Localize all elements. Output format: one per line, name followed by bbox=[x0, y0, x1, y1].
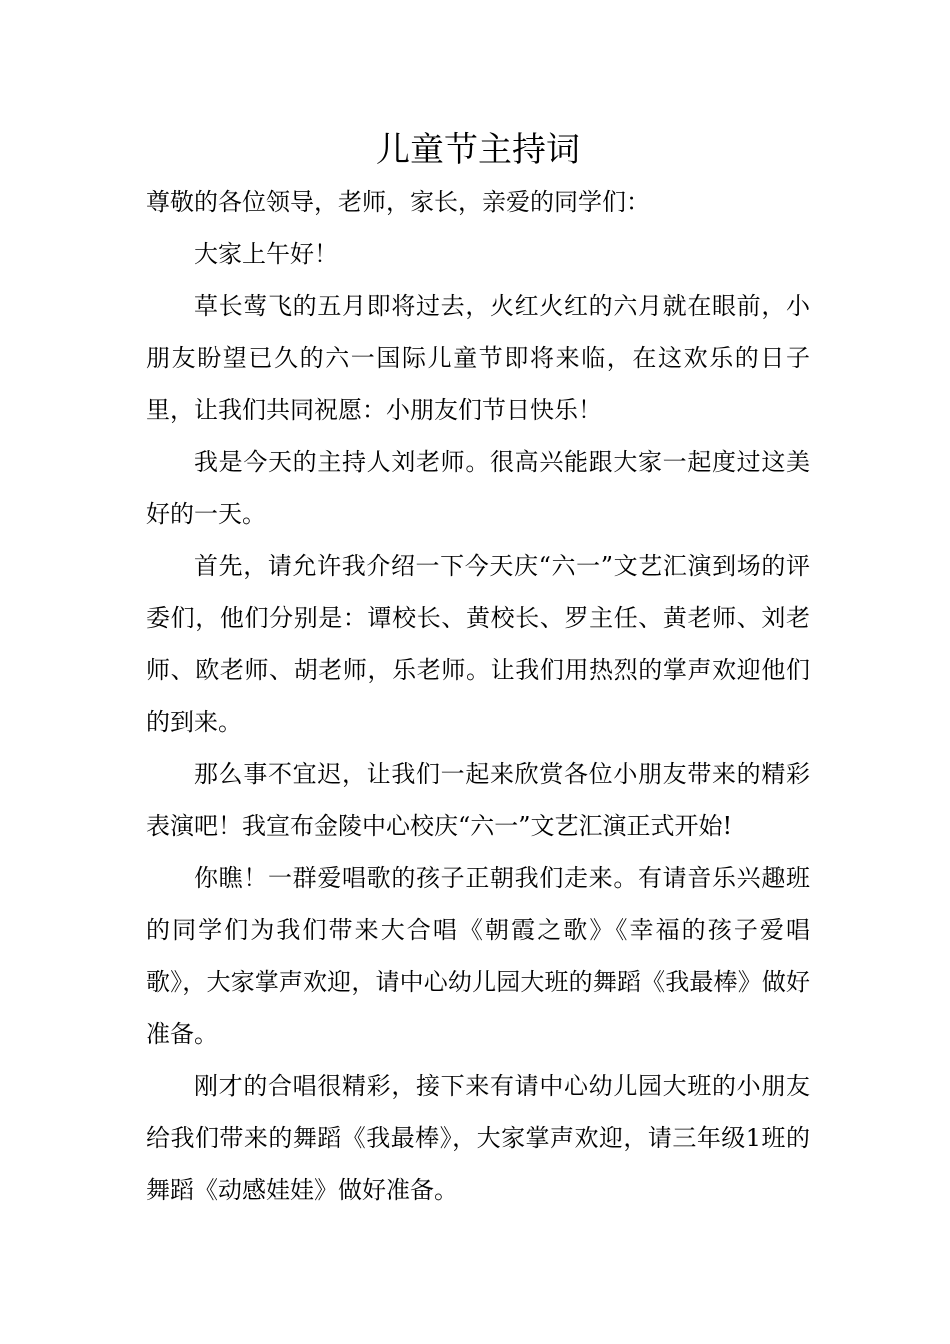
paragraph-start: 那么事不宜迟，让我们一起来欣赏各位小朋友带来的精彩表演吧！我宣布金陵中心校庆“六一”文艺汇演正式开始! bbox=[146, 760, 810, 840]
paragraph-greeting: 大家上午好！ bbox=[194, 240, 338, 268]
salutation: 尊敬的各位领导，老师，家长，亲爱的同学们： bbox=[146, 188, 650, 216]
document-title: 儿童节主持词 bbox=[376, 130, 580, 170]
paragraph-opening: 草长莺飞的五月即将过去，火红火红的六月就在眼前，小朋友盼望已久的六一国际儿童节即将来临，在这欢乐的日子里，让我们共同祝愿：小朋友们节日快乐！ bbox=[146, 292, 810, 424]
paragraph-host-intro: 我是今天的主持人刘老师。很高兴能跟大家一起度过这美好的一天。 bbox=[146, 448, 810, 528]
document-page bbox=[146, 128, 810, 1216]
paragraph-chorus: 你瞧！一群爱唱歌的孩子正朝我们走来。有请音乐兴趣班的同学们为我们带来大合唱《朝霞之歌》《幸福的孩子爱唱歌》，大家掌声欢迎，请中心幼儿园大班的舞蹈《我最棒》做好准备。 bbox=[146, 864, 810, 1048]
paragraph-judges: 首先，请允许我介绍一下今天庆“六一”文艺汇演到场的评委们，他们分别是：谭校长、黄校长、罗主任、黄老师、刘老师、欧老师、胡老师，乐老师。让我们用热烈的掌声欢迎他们的到来。 bbox=[146, 552, 810, 736]
paragraph-dance: 刚才的合唱很精彩，接下来有请中心幼儿园大班的小朋友给我们带来的舞蹈《我最棒》，大家掌声欢迎，请三年级1班的舞蹈《动感娃娃》做好准备。 bbox=[146, 1072, 810, 1204]
